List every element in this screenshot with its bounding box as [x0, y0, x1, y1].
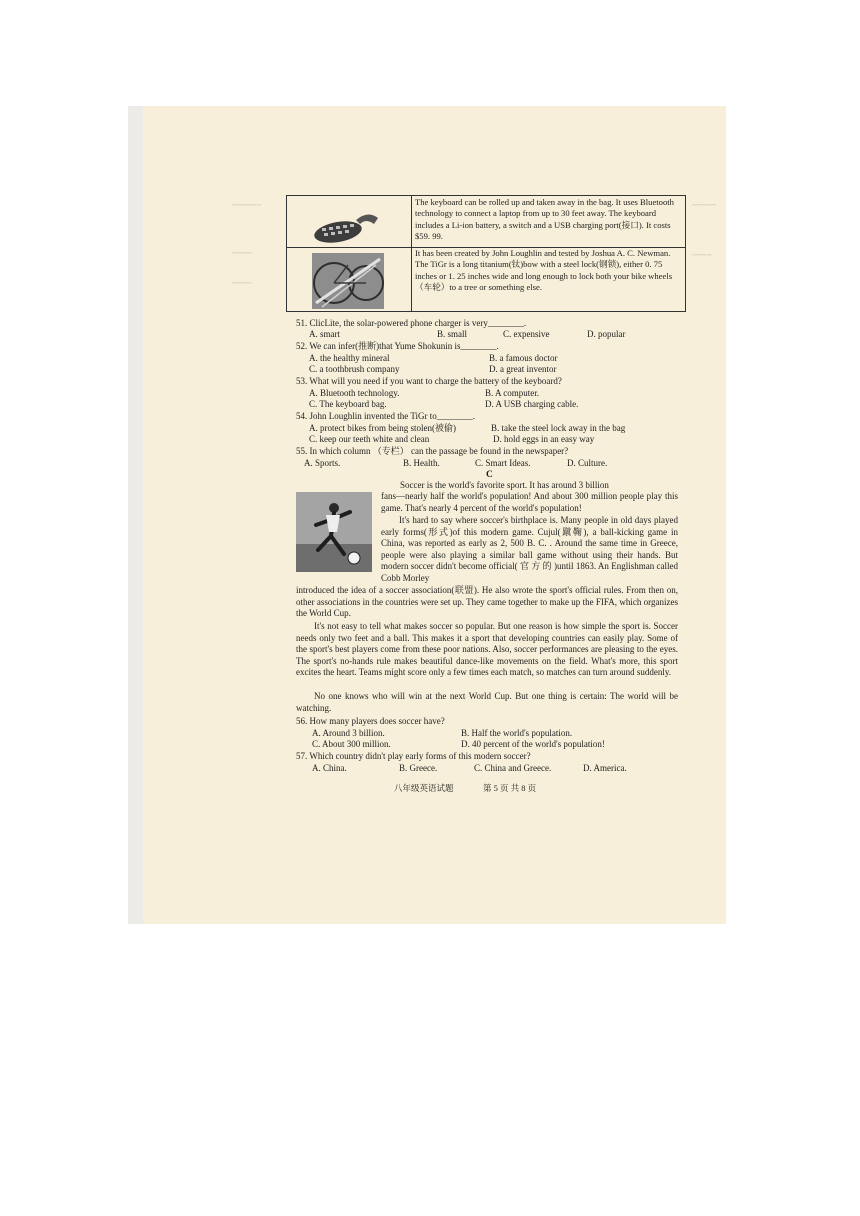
option: D. Culture.: [567, 458, 608, 468]
paragraph-1: fans—nearly half the world's population! And about 300 million people play this game. That's nearly 4 percent of the world's population!: [381, 491, 678, 513]
option: A. Sports.: [304, 458, 341, 468]
bleed-through-mark: ~~~~: [232, 248, 252, 258]
option: A. protect bikes from being stolen(被偷): [309, 423, 456, 433]
page-number: 第 5 页 共 8 页: [483, 783, 537, 793]
paragraph-4: No one knows who will win at the next World Cup. But one thing is certain: The world will be watching.: [296, 691, 678, 713]
option: C. About 300 million.: [312, 739, 391, 749]
option: D. A USB charging cable.: [485, 399, 579, 409]
option: D. a great inventor: [489, 364, 557, 374]
question-56: 56. How many players does soccer have?: [296, 716, 445, 726]
question-54: 54. John Loughlin invented the TiGr to________.: [296, 411, 476, 421]
table-divider: [411, 196, 412, 247]
table-divider: [411, 247, 412, 311]
option: C. expensive: [503, 329, 550, 339]
option: B. Health.: [403, 458, 440, 468]
question-53: 53. What will you need if you want to charge the battery of the keyboard?: [296, 376, 562, 386]
question-57: 57. Which country didn't play early forms of this modern soccer?: [296, 751, 531, 761]
option: C. The keyboard bag.: [309, 399, 387, 409]
option: C. keep our teeth white and clean: [309, 434, 430, 444]
option: B. small: [437, 329, 468, 339]
option: D. popular: [587, 329, 626, 339]
option: B. Greece.: [399, 763, 438, 773]
question-55: 55. In which column （专栏） can the passage be found in the newspaper?: [296, 446, 569, 456]
option: B. Half the world's population.: [461, 728, 573, 738]
table-row-1-text: The keyboard can be rolled up and taken away in the bag. It uses Bluetooth technology to connect a laptop from up to 30 feet away. The keyboard includes a Li-ion battery, a switch and a USB charging port(接口). It costs $59. 99.: [415, 197, 674, 242]
paragraph-2: It's hard to say where soccer's birthplace is. Many people in old days played early forms(形式)of this modern game. Cujul(蹴鞠), a ball-kicking game in China, was reported as early as 2, 500 B. C. . Around the same time in Greece, people were also playing a similar ball game without using their hands. But modern soccer didn't become official( 官 方 的 )until 1863. An Englishman called Cobb Morley: [381, 515, 678, 583]
option: A. smart: [309, 329, 340, 339]
option: C. a toothbrush company: [309, 364, 400, 374]
option: A. the healthy mineral: [309, 353, 390, 363]
option: A. Bluetooth technology.: [309, 388, 400, 398]
option: C. China and Greece.: [474, 763, 552, 773]
option: D. 40 percent of the world's population!: [461, 739, 605, 749]
option: B. a famous doctor: [489, 353, 558, 363]
bike-lock-image: [312, 253, 384, 309]
question-51: 51. ClicLite, the solar-powered phone charger is very________.: [296, 318, 527, 328]
keyboard-image: [310, 208, 382, 246]
option: B. take the steel lock away in the bag: [491, 423, 626, 433]
bleed-through-mark: ~~~~: [692, 250, 712, 260]
option: A. China.: [312, 763, 347, 773]
paragraph-2-continued: introduced the idea of a soccer association(联盟). He also wrote the sport's official rules. From then on, other associations in the countries were set up. They came together to make up the FIFA, which organizes the World Cup.: [296, 585, 678, 618]
paragraph-3: It's not easy to tell what makes soccer so popular. But one reason is how simple the sport is. Soccer needs only two feet and a ball. This makes it a sport that developing countries can easily play. Some of the sport's best players come from these poor nations. Also, soccer performances are pleasing to the eyes. The sport's no-hands rule makes beautiful dance-like movements on the field. What's more, this sport excites the heart. Teams might score only a few times each match, so matches can turn around suddenly.: [296, 621, 678, 677]
option: B. A computer.: [485, 388, 539, 398]
bleed-through-mark: ~~~~: [232, 278, 252, 288]
paragraph-1-line-1: Soccer is the world's favorite sport. It has around 3 billion: [400, 480, 609, 490]
bleed-through-mark: ~~~~~: [692, 200, 717, 210]
question-52: 52. We can infer(推断)that Yume Shokunin is________.: [296, 341, 499, 351]
section-heading: C: [486, 470, 493, 480]
soccer-player-image: [296, 492, 372, 572]
table-row-2-text: It has been created by John Loughlin and tested by Joshua A. C. Newman. The TiGr is a long titanium(钛)bow with a steel lock(钢锁), either 0. 75 inches or 1. 25 inches wide and long enough to lock both your bike wheels（车轮）to a tree or something else.: [415, 248, 673, 293]
option: C. Smart Ideas.: [475, 458, 531, 468]
bleed-through-mark: ~~~~~~: [232, 200, 262, 210]
option: D. hold eggs in an easy way: [493, 434, 595, 444]
option: D. America.: [583, 763, 627, 773]
footer-title: 八年级英语试题: [394, 783, 454, 793]
option: A. Around 3 billion.: [312, 728, 385, 738]
